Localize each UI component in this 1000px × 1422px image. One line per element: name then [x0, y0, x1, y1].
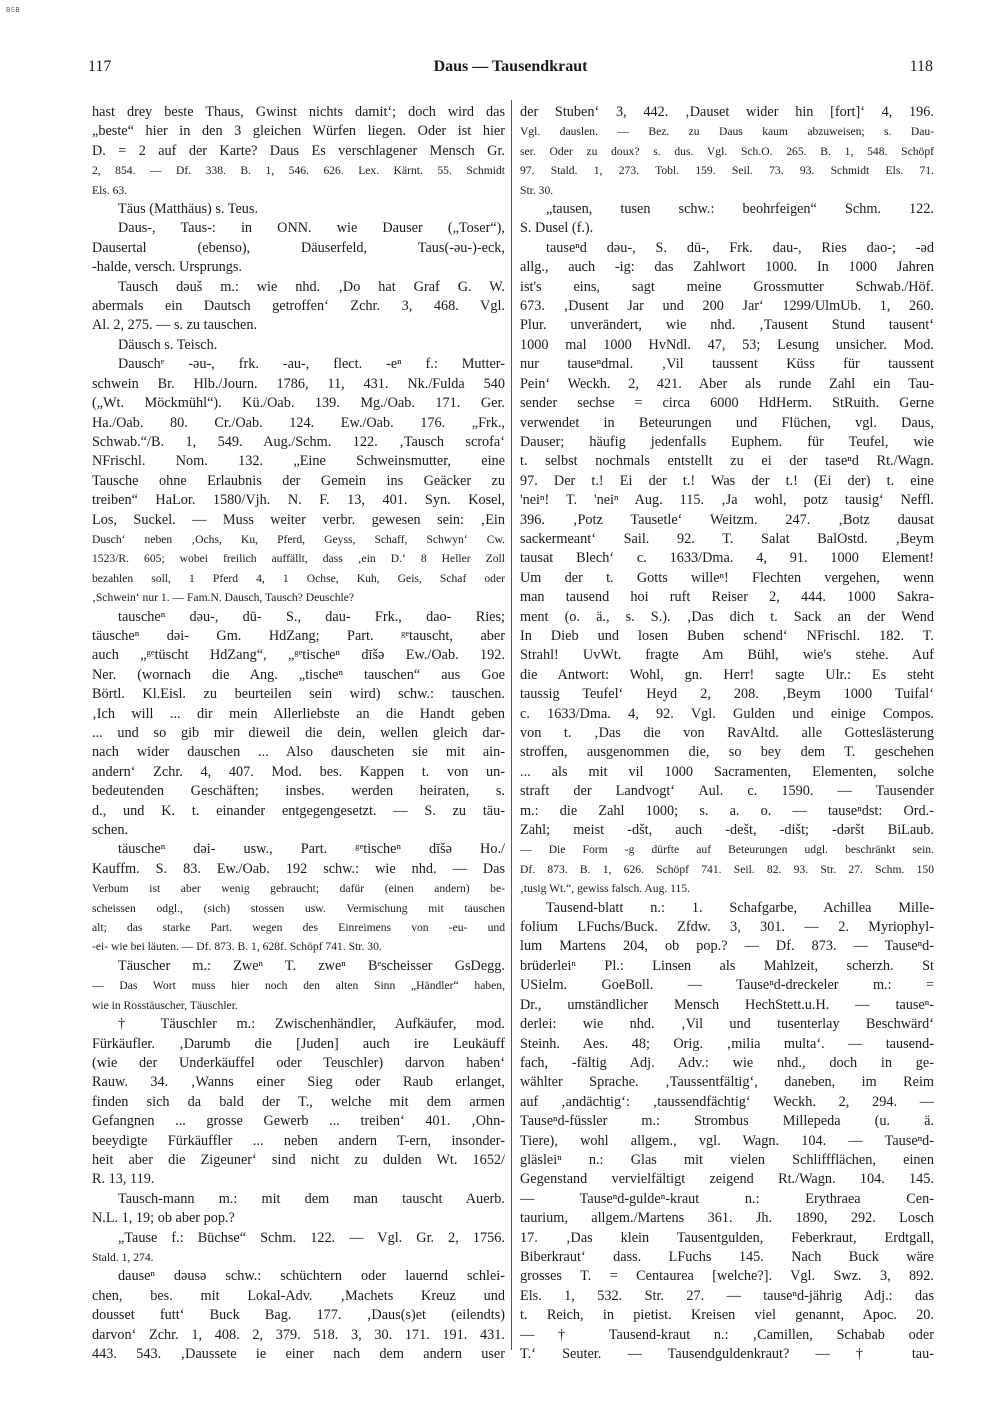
text-line: Kauffm. S. 83. Ew./Oab. 192 schw.: wie nhd. — Das: [92, 860, 505, 877]
text-line: abermals ein Dautsch getroffen‘ Zchr. 3, 468. Vgl.: [92, 298, 505, 315]
running-title: Daus — Tausendkraut: [433, 58, 588, 75]
text-line: chen, bes. mit Lokal-Adv. ‚Machets Kreuz und: [92, 1287, 505, 1304]
text-line: Str. 30.: [520, 183, 554, 197]
library-stamp: BSB: [6, 6, 21, 14]
text-line: — Das Wort muss hier noch den alten Sinn „Händler“ haben,: [92, 979, 505, 993]
text-line: Steinh. Aes. 48; Orig. ‚milia multa‘. — tausend-: [520, 1035, 934, 1052]
text-line: Schwab.“/B. 1, 549. Aug./Schm. 122. ‚Tausch scrofa‘: [92, 433, 505, 450]
text-line: Um der t. Gotts willeⁿ! Flechten vergehen, wenn: [520, 569, 934, 586]
text-line: auf ‚andächtig‘: ‚taussendfächtig‘ Weckh. 2, 294. —: [520, 1093, 934, 1110]
text-line: Däusch s. Teisch.: [118, 336, 218, 353]
text-line: andern‘ Zchr. 4, 407. Mod. bes. Kappen t. von un-: [92, 763, 505, 780]
text-line: schwein Br. Hlb./Journ. 1786, 11, 431. Nk./Fulda 540: [92, 375, 505, 392]
text-line: („Wt. Möckmühl“). Kü./Oab. 139. Mg./Oab. 171. Ger.: [92, 395, 505, 412]
text-line: 443. 543. ‚Daussete ie einer nach dem andern user: [92, 1346, 505, 1362]
text-line: ... und so gib mir dieweil die dein, wellen gleich dar-: [92, 725, 505, 741]
text-line: tauseⁿd dəu-, S. dū-, Frk. dau-, Ries dao-; -əd: [546, 239, 934, 256]
text-line: USielm. GoeBoll. — Tauseⁿd-dreckeler m.: =: [520, 977, 934, 994]
text-line: N.L. 1, 19; ob aber pop.?: [92, 1210, 235, 1227]
text-line: Täus (Matthäus) s. Teus.: [118, 201, 259, 218]
page-number-right: 118: [909, 58, 933, 75]
text-line: Pein‘ Weckh. 2, 421. Aber als runde Zahl ein Tau-: [520, 375, 934, 392]
text-line: fach, -fältig Adj. Adv.: wie nhd., doch in ge-: [520, 1054, 934, 1071]
text-line: dauseⁿ dəusə schw.: schüchtern oder lauernd schlei-: [118, 1268, 505, 1285]
text-line: Tausch dəuš m.: wie nhd. ‚Do hat Graf G. W.: [118, 278, 505, 295]
text-line: von t. ‚Das die von RavAltd. alle Gotteslästerung: [520, 725, 934, 741]
text-line: folium LFuchs/Buck. Zfdw. 3, 301. — 2. Myriophyl-: [520, 919, 934, 936]
text-line: nur tauseⁿdmal. ‚Vil taussent Küss für taussent: [520, 356, 934, 373]
text-line: Fürkäufler. ‚Darumb die [Juden] auch ire Leukäuff: [92, 1035, 505, 1052]
text-line: R. 13, 119.: [92, 1171, 155, 1188]
text-line: Ner. (wornach die Ang. „tischeⁿ tauschen“ aus Goe: [92, 666, 505, 683]
text-line: stroffen, ausgenommen die, so bey dem T. geschehen: [520, 744, 934, 761]
text-line: wie in Rosstäuscher, Täuschler.: [92, 998, 238, 1012]
text-line: derlei: wie nhd. ‚Vil und tusenterlay Beschwärd‘: [520, 1016, 934, 1033]
text-line: -halde, versch. Ursprungs.: [92, 259, 242, 276]
text-line: — Tauseⁿd-guldeⁿ-kraut n.: Erythraea Cen-: [520, 1190, 934, 1207]
text-line: 97. Stald. 1, 273. Tobl. 159. Seil. 73. 93. Schmidt Els. 71.: [520, 164, 934, 178]
text-line: brüderleiⁿ Pl.: Linsen als Mahlzeit, scherzh. St: [520, 957, 934, 974]
text-line: Stald. 1, 274.: [92, 1250, 154, 1264]
text-line: „Tause f.: Büchse“ Schm. 122. — Vgl. Gr. 2, 1756.: [118, 1229, 505, 1246]
text-line: Gefangnen ... grosse Gewerb ... treiben‘ 401. ‚Ohn-: [92, 1113, 505, 1130]
text-line: Gegenstand vervielfältigt zeigend Rt./Wagn. 104. 145.: [520, 1171, 934, 1188]
text-line: Ha./Oab. 80. Cr./Oab. 124. Ew./Oab. 176. „Frk.,: [92, 414, 505, 431]
text-line: Dauser; häufig jedenfalls Euphem. für Teufel, wie: [520, 433, 934, 450]
text-line: 'neiⁿ! T. 'neiⁿ Aug. 115. ‚Ja wohl, potz tausig‘ Neffl.: [520, 492, 934, 509]
text-line: t. Reich, in pietist. Kreisen viel genannt, Apoc. 20.: [520, 1307, 934, 1324]
text-line: bezahlen soll, 1 Pferd 4, 1 Ochse, Kuh, Geis, Schaf oder: [92, 571, 505, 585]
text-line: Börtl. Kl.Eisl. zu beurteilen sein wird) schw.: tauschen.: [92, 686, 505, 703]
text-line: ist's eins, sagt meine Grossmutter Schwab./Höf.: [520, 278, 934, 295]
text-line: sackermeant‘ Sail. 92. T. Salat BalOstd. ‚Beym: [520, 530, 934, 547]
text-line: tauscheⁿ dəu-, dū- S., dau- Frk., dao- Ries;: [118, 608, 505, 625]
text-line: wählter Sprache. ‚Taussentfältig‘, daneben, im Reim: [520, 1074, 934, 1091]
text-line: Täuscher m.: Zweⁿ T. zweⁿ Bᵉscheisser GsDegg.: [118, 957, 505, 974]
text-line: c. 1633/Dma. 4, 92. Vgl. Gulden und einige Compos.: [520, 705, 934, 722]
text-line: straft der Landvogt‘ Aul. c. 1590. — Tausender: [520, 783, 934, 800]
text-line: man tausend hoi ruft Reiser 2, 444. 1000 Sakra-: [520, 589, 934, 606]
text-line: Els. 63.: [92, 183, 128, 197]
text-line: t. selbst nochmals entstellt zu ei der taseⁿd Rt./Wagn.: [520, 453, 934, 470]
text-line: finden sich da bald der T., welche mit dem armen: [92, 1093, 505, 1110]
text-line: Vgl. dauslen. — Bez. zu Daus kaum abzuweisen; s. Dau-: [520, 125, 934, 139]
text-line: ‚tusig Wt.“, gewiss falsch. Aug. 115.: [520, 882, 691, 896]
text-line: (wie der Underkäuffel oder Teuschler) darvon haben‘: [92, 1054, 505, 1071]
text-line: 97. Der t.! Ei der t.! Was der t.! (Ei der) t. eine: [520, 472, 934, 489]
text-line: auch „ᵍᵉtüscht HdZang“, „ᵍᵉtischeⁿ dīšə Ew./Oab. 192.: [92, 647, 505, 664]
text-line: allg., auch -ig: das Zahlwort 1000. In 1000 Jahren: [520, 259, 934, 276]
text-line: m.: die Zahl 1000; s. a. o. — tauseⁿdst: Ord.-: [520, 802, 934, 819]
text-line: d., und K. t. einander entgegengesetzt. — S. zu täu-: [92, 802, 505, 819]
text-line: Daus-, Taus-: in ONN. wie Dauser („Toser“),: [118, 220, 505, 237]
text-line: Zahl; meist -dšt, auch -dešt, -dišt; -dəršt BiLaub.: [520, 822, 934, 839]
text-line: täuscheⁿ dəi- usw., Part. ᵍᵉtischeⁿ dīšə Ho./: [118, 841, 505, 858]
text-line: Df. 873. B. 1, 626. Schöpf 741. Seil. 82. 93. Str. 27. Schm. 150: [520, 862, 934, 876]
text-line: 1000 mal 1000 HvNdl. 47, 53; Lesung unsicher. Mod.: [520, 336, 934, 353]
text-line: „tausen, tusen schw.: beohrfeigen“ Schm. 122.: [546, 201, 934, 218]
text-line: In Dieb und losen Buben schend‘ NFrischl. 182. T.: [520, 627, 934, 644]
text-line: dousset futt‘ Buck Bag. 177. ‚Daus(s)et (eilendts): [92, 1307, 505, 1324]
text-line: verwendet in Beteurungen und Flüchen, vgl. Daus,: [520, 414, 934, 431]
text-line: alt; das starke Part. wegen des Einreimens von -eu- und: [92, 921, 505, 935]
text-line: taussig Teufel‘ Heyd 2, 208. ‚Beym 1000 Tuifal‘: [520, 686, 934, 703]
text-line: Tiere), wohl allgem., vgl. Wagn. 104. — Tauseⁿd-: [520, 1132, 934, 1149]
text-line: — Die Form -g dürfte auf Beteurungen udgl. beschränkt sein.: [520, 843, 934, 857]
text-line: gläsleiⁿ n.: Glas mit vielen Schliffflächen, einen: [520, 1151, 934, 1168]
text-line: Dusch‘ neben ‚Ochs, Ku, Pferd, Geyss, Schaff, Schwyn‘ Cw.: [92, 532, 505, 546]
page-number-left: 117: [88, 58, 112, 75]
text-line: die Antwort: Wohl, gn. Herr! sagte Ulr.: Es steht: [520, 666, 934, 683]
text-line: taurium, allgem./Martens 361. Jh. 1890, 292. Losch: [520, 1210, 934, 1227]
text-line: Strahl! UvWt. fragte Am Bühl, wie's stehe. Auf: [520, 647, 934, 664]
text-line: T.‘ Seuter. — Tausendguldenkraut? — † tau-: [520, 1346, 934, 1362]
text-line: darvon‘ Zchr. 1, 408. 2, 379. 518. 3, 30. 171. 191. 431.: [92, 1326, 505, 1343]
text-line: Els. 1, 532. Str. 27. — tauseⁿd-jährig Adj.: das: [520, 1287, 934, 1304]
text-line: Los, Suckel. — Muss weiter verbr. gewesen sein: ‚Ein: [92, 511, 505, 528]
text-line: Rauw. 34. ‚Wanns einer Sieg oder Raub erlanget,: [92, 1074, 505, 1091]
text-line: schen.: [92, 822, 129, 839]
text-line: ment (o. ä., s. S.). ‚Das dich t. Sack an der Wend: [520, 608, 934, 625]
text-line: bedeutenden Geschäften; insbes. werden heiraten, s.: [92, 783, 505, 800]
text-line: Plur. unverändert, wie nhd. ‚Tausent Stund tausent‘: [520, 317, 934, 334]
text-line: — † Tausend-kraut n.: ‚Camillen, Schabab oder: [520, 1326, 934, 1343]
text-line: NFrischl. Nom. 132. „Eine Schweinsmutter, eine: [92, 453, 505, 470]
text-line: † Täuschler m.: Zwischenhändler, Aufkäufer, mod.: [118, 1016, 505, 1033]
text-line: ser. Oder zu doux? s. dus. Vgl. Sch.O. 265. B. 1, 548. Schöpf: [520, 144, 934, 158]
text-line: beeydigte Fürkäuffler ... neben andern T-ern, insonder-: [92, 1132, 505, 1149]
text-line: der Stuben‘ 3, 442. ‚Dauset wider hin [fort]‘ 4, 196.: [520, 104, 934, 120]
text-line: „beste“ hier in den 3 gleichen Würfen liegen. Oder ist hier: [92, 123, 505, 140]
text-line: Tausche ohne Erlaubnis der Gemein ins Geäcker zu: [92, 472, 505, 489]
text-line: ... als mit vil 1000 Sacramenten, Elementen, solche: [520, 763, 934, 780]
text-line: S. Dusel (f.).: [520, 220, 594, 237]
text-line: D. = 2 auf der Karte? Daus Es verschlagener Mensch Gr.: [92, 142, 505, 159]
text-line: scheissen odgl., (sich) stossen usw. Vermischung mit tauschen: [92, 901, 505, 915]
text-line: 396. ‚Potz Tausetle‘ Weitzm. 247. ‚Botz dausat: [520, 511, 934, 528]
text-line: grosses T. = Centaurea [welche?]. Vgl. Swz. 3, 892.: [520, 1268, 934, 1285]
text-line: Tausend-blatt n.: 1. Schafgarbe, Achillea Mille-: [546, 899, 934, 916]
text-line: heit aber die Zigeuner‘ sind nicht zu dulden Wt. 1652/: [92, 1151, 505, 1168]
text-line: Biberkraut‘ dass. LFuchs 145. Nach Buck wäre: [520, 1248, 934, 1265]
text-line: 1523/R. 605; wobei freilich auffällt, dass ‚ein D.‘ 8 Heller Zoll: [92, 552, 505, 566]
text-line: täuscheⁿ dəi- Gm. HdZang; Part. ᵍᵉtauscht, aber: [92, 627, 505, 644]
left-column: [92, 103, 505, 1403]
text-line: sender sechse = circa 6000 HdHerm. StRuith. Gerne: [520, 395, 934, 412]
text-line: -ei- wie bei läuten. — Df. 873. B. 1, 628f. Schöpf 741. Str. 30.: [92, 940, 382, 954]
text-line: nach wider dauschen ... Also dauscheten sie mit ain-: [92, 744, 505, 761]
text-line: Dausertal (ebenso), Däuserfeld, Taus(-əu-)-eck,: [92, 239, 505, 256]
text-line: ‚Schwein‘ nur 1. — Fam.N. Dausch, Tausch? Deuschle?: [92, 591, 355, 605]
text-line: hast drey beste Thaus, Gwinst nichts damit‘; doch wird das: [92, 104, 505, 120]
text-line: treiben“ HaLor. 1580/Vjh. N. F. 13, 401. Syn. Kosel,: [92, 492, 505, 509]
text-line: Tausch-mann m.: mit dem man tauscht Auerb.: [118, 1190, 505, 1207]
text-line: 673. ‚Dusent Jar und 200 Jar‘ 1299/UlmUb. 1, 260.: [520, 298, 934, 315]
page-header: [88, 58, 933, 84]
text-line: 17. ‚Das klein Tausentgulden, Feberkraut, Erdtgall,: [520, 1229, 934, 1246]
text-line: Al. 2, 275. — s. zu tauschen.: [92, 317, 258, 334]
right-column: [520, 103, 934, 1403]
text-line: Dauschᵉ -əu-, frk. -au-, flect. -eⁿ f.: Mutter-: [118, 356, 505, 373]
text-line: ‚Ich will ... dir mein Allerliebste an die Handt geben: [92, 705, 505, 722]
column-divider: [511, 100, 512, 1350]
text-line: 2, 854. — Df. 338. B. 1, 546. 626. Lex. Kärnt. 55. Schmidt: [92, 164, 505, 178]
text-line: Verbum ist aber wenig gebraucht; dafür (einen andern) be-: [92, 882, 505, 896]
text-line: Tauseⁿd-füssler m.: Strombus Millepeda (u. ä.: [520, 1113, 934, 1130]
text-line: tausat Blech‘ c. 1633/Dma. 4, 91. 1000 Element!: [520, 550, 934, 567]
text-line: lum Martens 204, ob pop.? — Df. 873. — Tauseⁿd-: [520, 938, 934, 955]
text-line: Dr., umständlicher Mensch HechStett.u.H. — tauseⁿ-: [520, 996, 934, 1013]
